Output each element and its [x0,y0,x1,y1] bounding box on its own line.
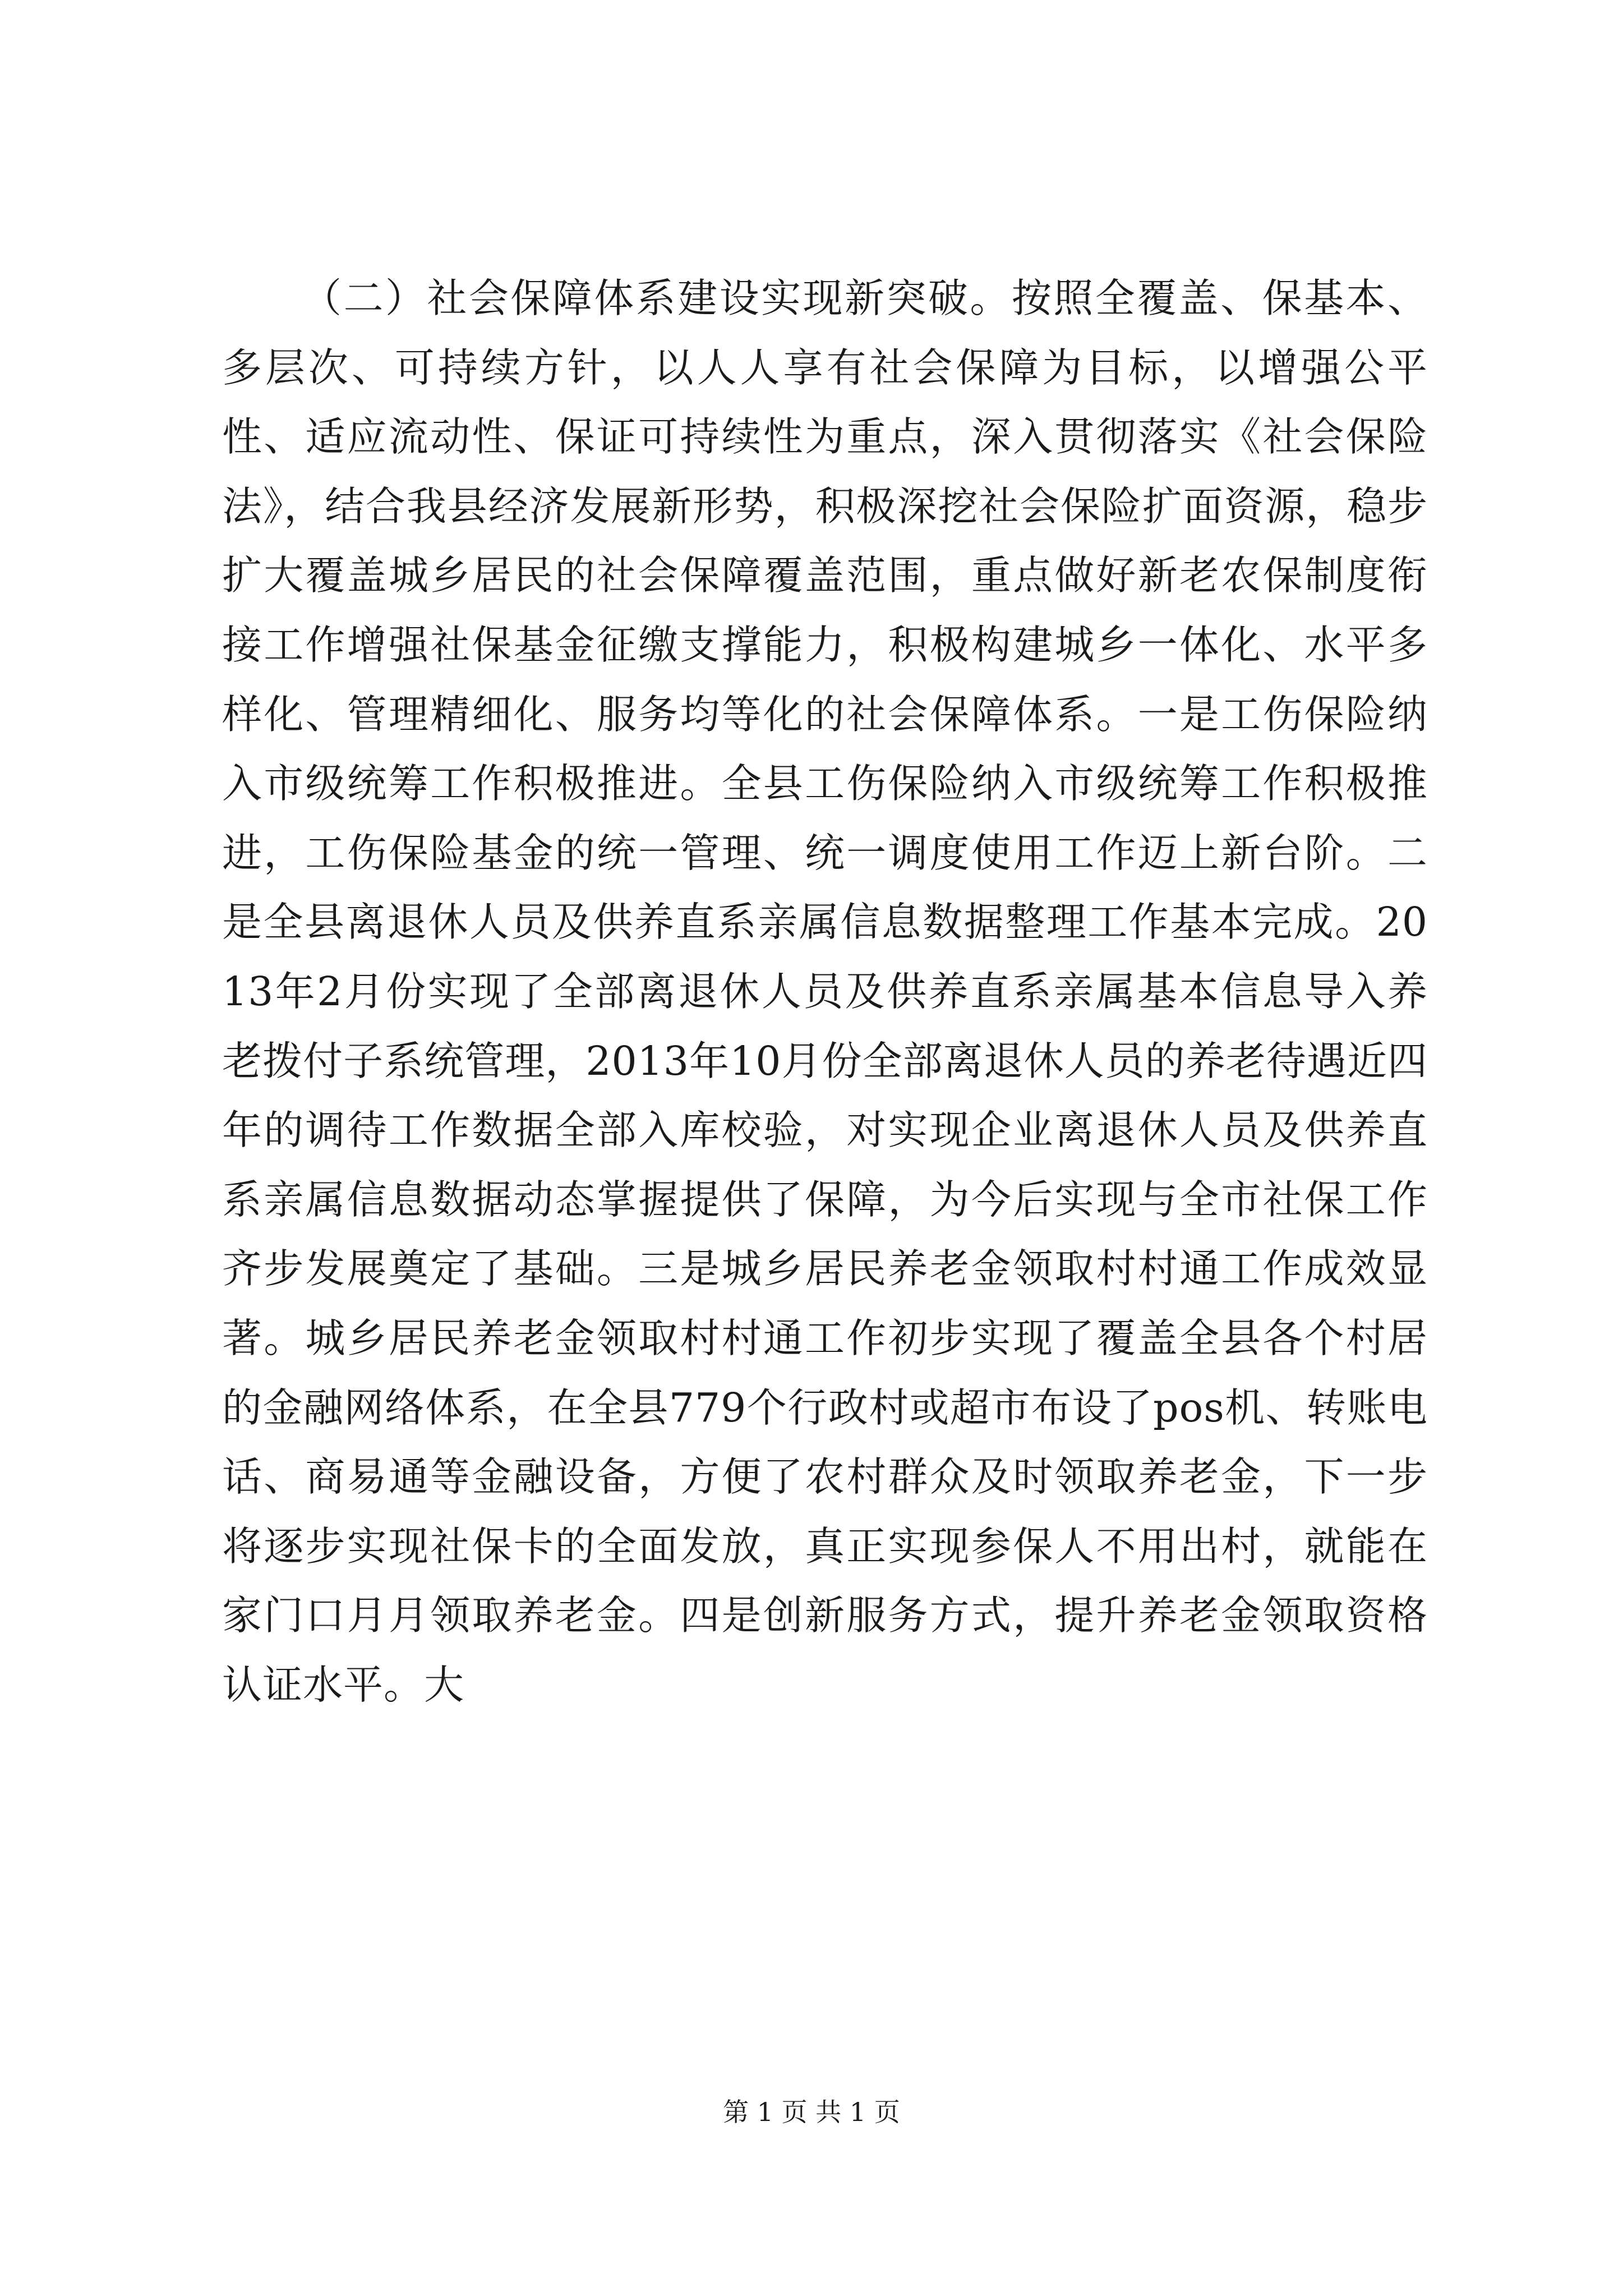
page-footer: 第 1 页 共 1 页 [723,2097,900,2127]
body-paragraph: （二）社会保障体系建设实现新突破。按照全覆盖、保基本、多层次、可持续方针，以人人享有社会保障为目标，以增强公平性、适应流动性、保证可持续性为重点，深入贯彻落实《社会保险法》，结合我县经济发展新形势，积极深挖社会保险扩面资源，稳步扩大覆盖城乡居民的社会保障覆盖范围，重点做好新老农保制度衔接工作增强社保基金征缴支撑能力，积极构建城乡一体化、水平多样化、管理精细化、服务均等化的社会保障体系。一是工伤保险纳入市级统筹工作积极推进。全县工伤保险纳入市级统筹工作积极推进，工伤保险基金的统一管理、统一调度使用工作迈上新台阶。二是全县离退休人员及供养直系亲属信息数据整理工作基本完成。2013年2月份实现了全部离退休人员及供养直系亲属基本信息导入养老拨付子系统管理，2013年10月份全部离退休人员的养老待遇近四年的调待工作数据全部入库校验，对实现企业离退休人员及供养直系亲属信息数据动态掌握提供了保障，为今后实现与全市社保工作齐步发展奠定了基础。三是城乡居民养老金领取村村通工作成效显著。城乡居民养老金领取村村通工作初步实现了覆盖全县各个村居的金融网络体系，在全县779个行政村或超市布设了pos机、转账电话、商易通等金融设备，方便了农村群众及时领取养老金，下一步将逐步实现社保卡的全面发放，真正实现参保人不用出村，就能在家门口月月领取养老金。四是创新服务方式，提升养老金领取资格认证水平。大 [222,275,1428,1708]
